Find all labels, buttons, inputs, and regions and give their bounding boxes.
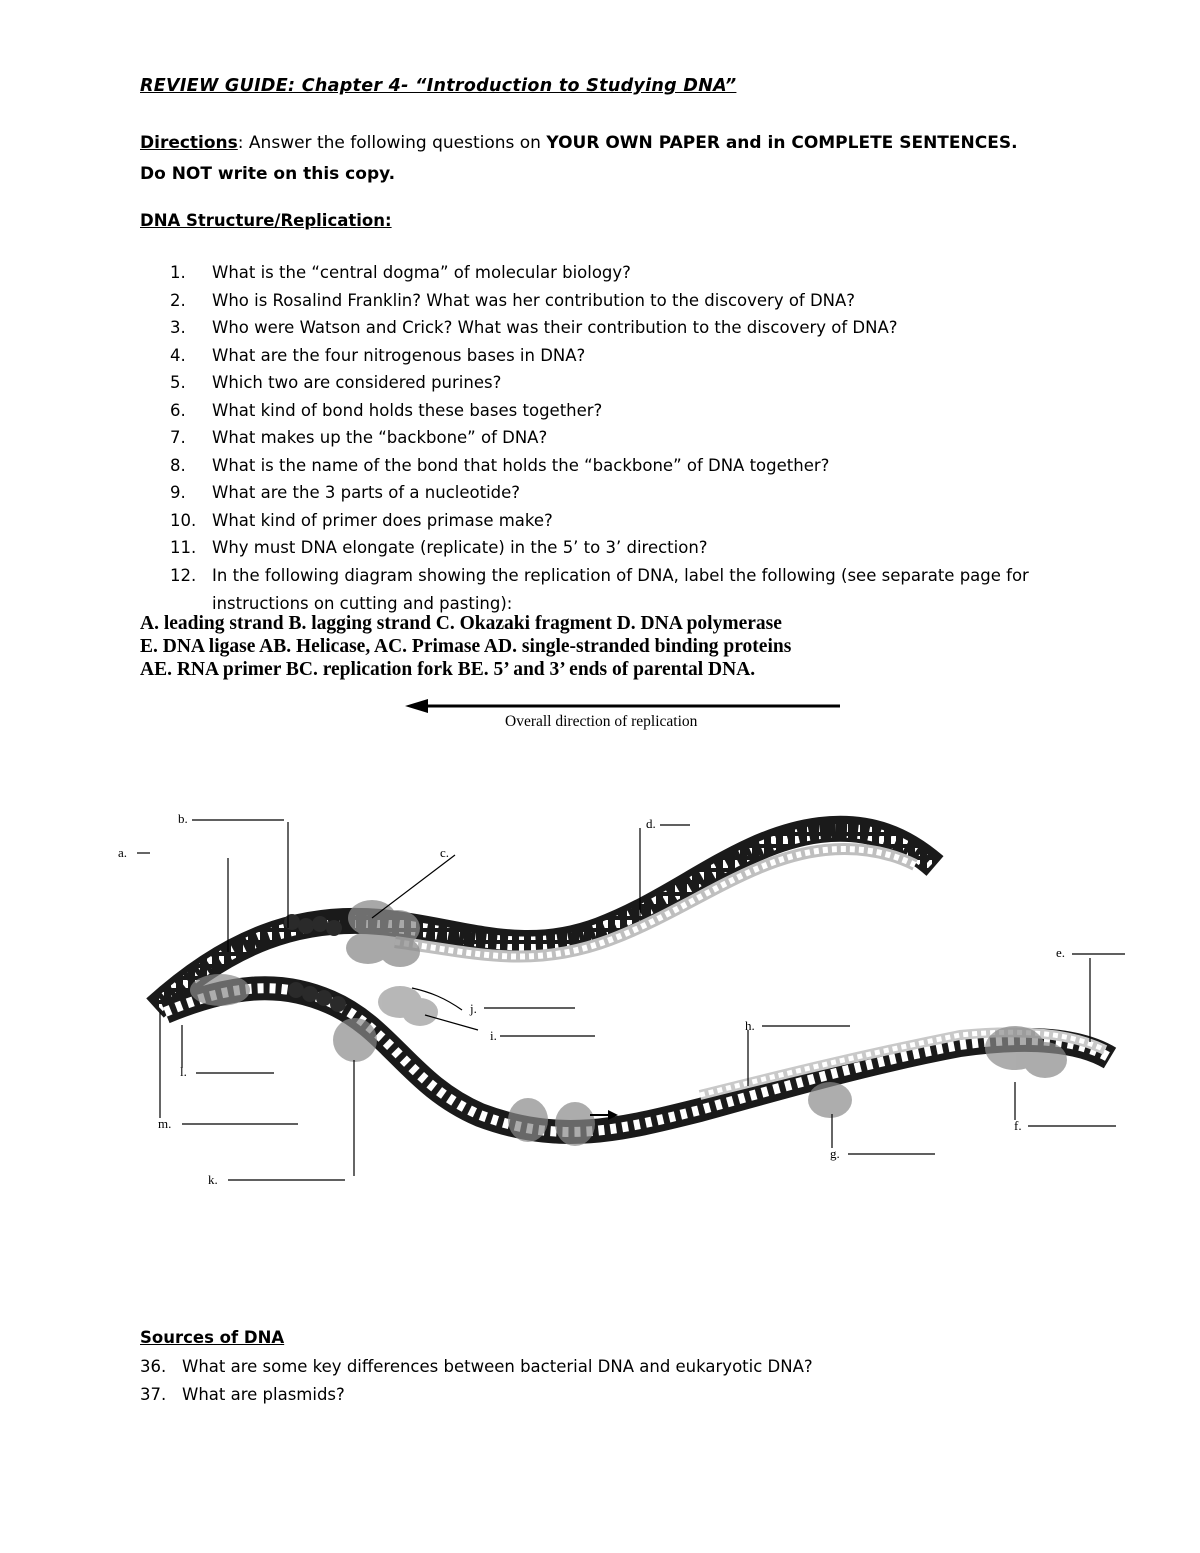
question-item xyxy=(170,562,1070,614)
question-text: What is the “central dogma” of molecular biology? xyxy=(212,263,631,282)
question-number: 7. xyxy=(170,428,186,447)
directions-emphasis: YOUR OWN PAPER and in COMPLETE SENTENCES. Do NOT write on this copy. xyxy=(140,133,1018,184)
question-item xyxy=(170,342,1070,370)
question-item xyxy=(170,287,1070,315)
page-title: REVIEW GUIDE: Chapter 4- “Introduction to Studying DNA” xyxy=(140,76,737,96)
question-number: 9. xyxy=(170,483,186,502)
question-text: Who were Watson and Crick? What was their contribution to the discovery of DNA? xyxy=(212,318,898,337)
diagram-label-e: e. xyxy=(1056,945,1066,960)
diagram-label-g: g. xyxy=(830,1146,840,1161)
directions-text: : Answer the following questions on xyxy=(237,133,547,153)
question-number: 10. xyxy=(170,510,197,530)
question-item xyxy=(170,479,1070,507)
question-text: Who is Rosalind Franklin? What was her contribution to the discovery of DNA? xyxy=(212,290,856,310)
question-text: What kind of primer does primase make? xyxy=(212,510,553,530)
diagram-label-j: j. xyxy=(470,1001,477,1016)
primase-blob xyxy=(378,986,438,1026)
question-number: 5. xyxy=(170,373,186,392)
label-key-row: A. leading strand B. lagging strand C. Okazaki fragment D. DNA polymerase xyxy=(140,613,782,634)
question-number: 12. xyxy=(170,565,197,585)
arrow-head-icon xyxy=(405,699,428,713)
question-item xyxy=(170,507,1070,535)
direction-label: Overall direction of replication xyxy=(505,713,698,730)
question-text: What are plasmids? xyxy=(182,1385,345,1404)
question-item xyxy=(140,1381,813,1409)
question-number: 8. xyxy=(170,455,186,475)
question-text: Why must DNA elongate (replicate) in the 5’ to 3’ direction? xyxy=(212,538,708,557)
question-number: 11. xyxy=(170,538,197,557)
question-number: 37. xyxy=(140,1385,167,1404)
question-text: What are the 3 parts of a nucleotide? xyxy=(212,483,521,502)
question-text: What are some key differences between bacterial DNA and eukaryotic DNA? xyxy=(182,1357,813,1376)
question-item xyxy=(170,534,1070,562)
question-list-structure xyxy=(170,259,1070,614)
diagram-label-i: i. xyxy=(490,1028,497,1043)
question-list-sources xyxy=(140,1353,813,1409)
question-text: What kind of bond holds these bases together? xyxy=(212,400,603,420)
question-number: 6. xyxy=(170,400,186,420)
question-item xyxy=(170,452,1070,480)
question-item xyxy=(170,259,1070,287)
label-key-row: E. DNA ligase AB. Helicase, AC. Primase AD. single-stranded binding proteins xyxy=(140,636,792,657)
section-heading-sources: Sources of DNA xyxy=(140,1328,285,1347)
diagram-label-l: l. xyxy=(180,1064,187,1079)
question-item xyxy=(170,397,1070,425)
question-number: 36. xyxy=(140,1357,167,1376)
question-item xyxy=(140,1353,813,1381)
diagram-label-h: h. xyxy=(745,1018,755,1033)
question-text: What are the four nitrogenous bases in DNA? xyxy=(212,345,586,365)
diagram-label-d: d. xyxy=(646,816,656,831)
diagram-label-f: f. xyxy=(1014,1118,1022,1133)
question-item xyxy=(170,369,1070,397)
question-number: 3. xyxy=(170,318,186,337)
diagram-label-a: a. xyxy=(118,845,128,860)
lower-strand-outer xyxy=(165,988,1110,1132)
diagram-label-m: m. xyxy=(158,1116,172,1131)
question-number: 1. xyxy=(170,263,186,282)
question-number: 2. xyxy=(170,290,186,310)
question-number: 4. xyxy=(170,345,186,365)
label-key-row: AE. RNA primer BC. replication fork BE. 5’ and 3’ ends of parental DNA. xyxy=(140,659,756,680)
section-heading-structure: DNA Structure/Replication: xyxy=(140,211,392,230)
question-text: What makes up the “backbone” of DNA? xyxy=(212,428,548,447)
diagram-label-b: b. xyxy=(178,811,188,826)
ssb-beads xyxy=(284,914,346,1012)
directions xyxy=(140,128,1040,190)
question-text: What is the name of the bond that holds the “backbone” of DNA together? xyxy=(212,455,830,475)
question-text: Which two are considered purines? xyxy=(212,373,502,392)
question-text: In the following diagram showing the replication of DNA, label the following (see separate page for instructions on cutting and pasting): xyxy=(212,565,1029,613)
label-key xyxy=(140,612,791,681)
question-item xyxy=(170,424,1070,452)
diagram-label-k: k. xyxy=(208,1172,218,1187)
diagram-label-c: c. xyxy=(440,845,450,860)
question-item xyxy=(170,314,1070,342)
lower-strand-rungs xyxy=(165,988,1110,1132)
directions-label: Directions xyxy=(140,133,238,153)
